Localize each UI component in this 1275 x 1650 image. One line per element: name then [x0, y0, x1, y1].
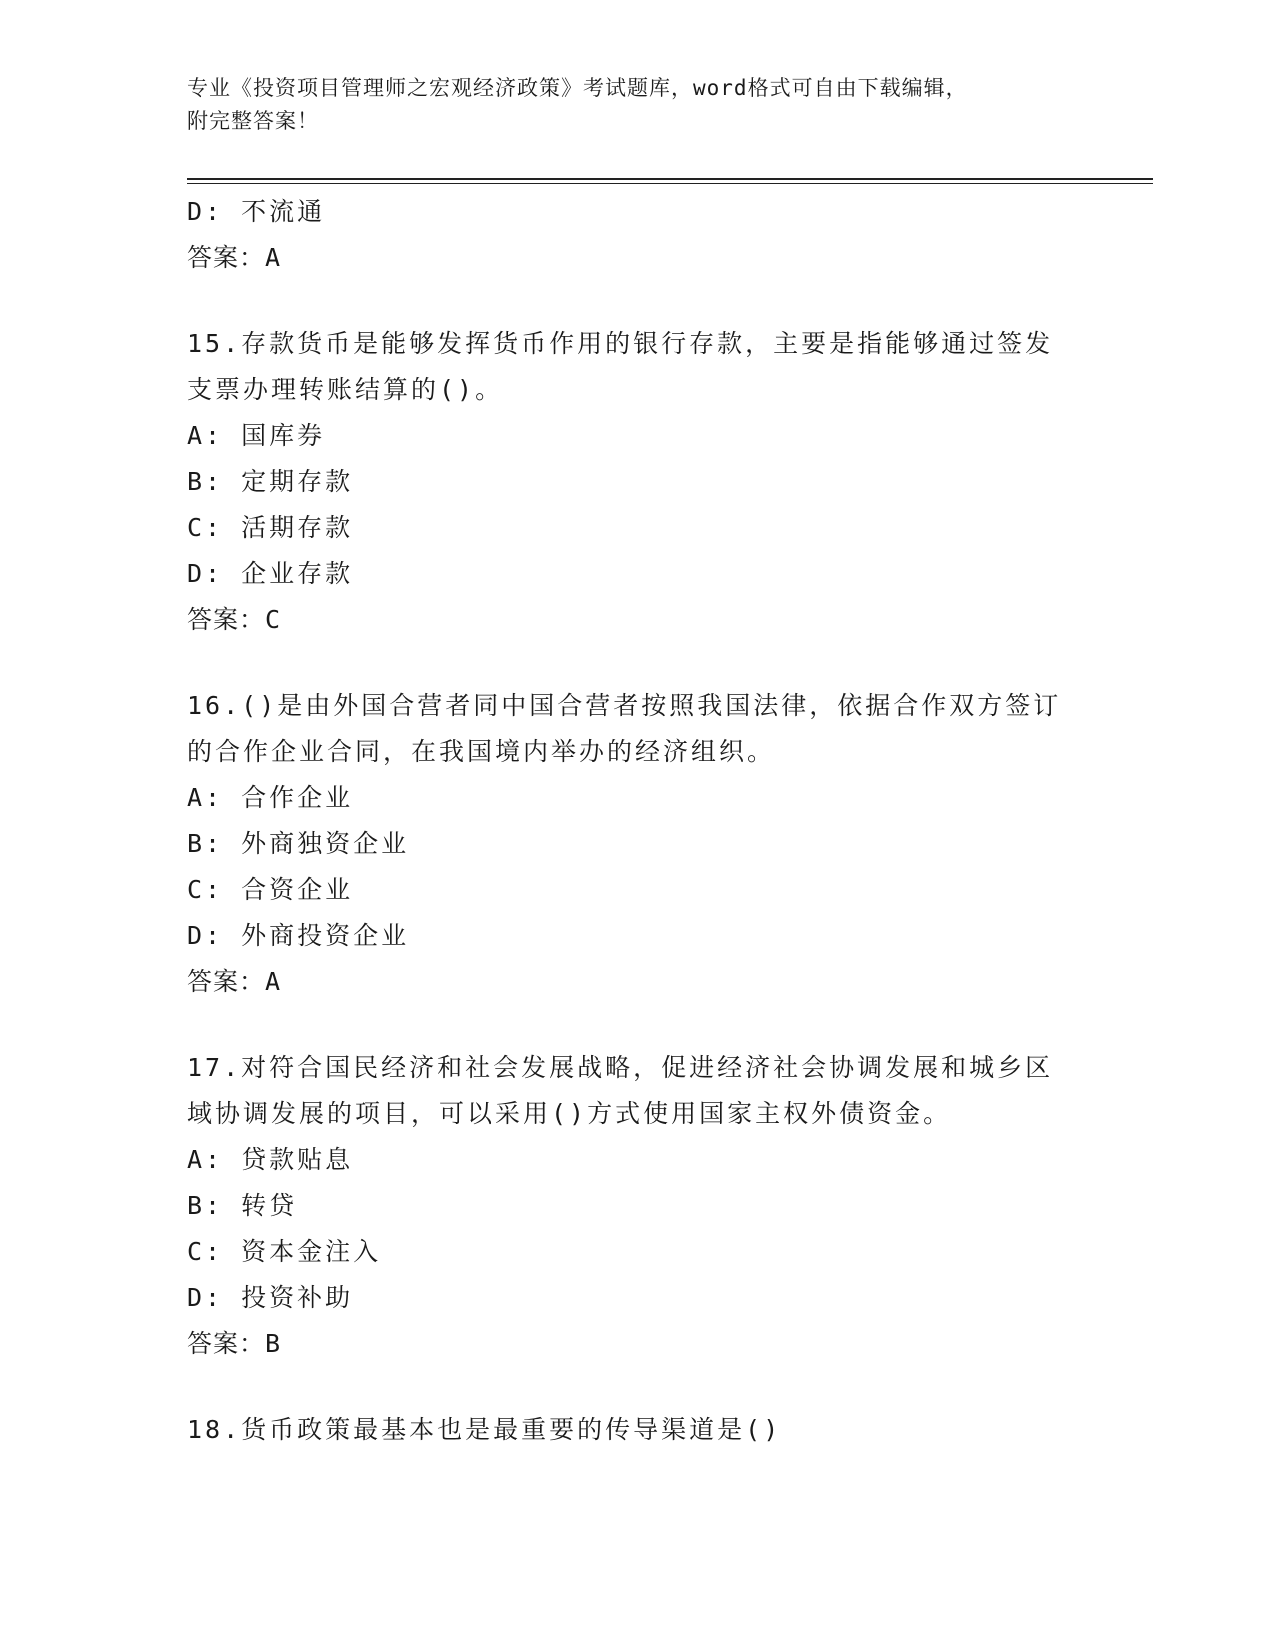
answer-line	[187, 959, 1087, 1005]
question-stem	[187, 1407, 1077, 1453]
question-stem-line-2: 域协调发展的项目，可以采用()方式使用国家主权外债资金。	[187, 1099, 952, 1128]
question-stem	[187, 1045, 1077, 1137]
previous-question-tail	[187, 189, 1087, 281]
option-c: C: 资本金注入	[187, 1237, 382, 1266]
question-stem-line-2: 的合作企业合同，在我国境内举办的经济组织。	[187, 737, 776, 766]
answer-label: 答案：	[187, 967, 266, 996]
option-b: B: 转贷	[187, 1191, 298, 1220]
answer-line	[187, 235, 1087, 281]
option-c: C: 活期存款	[187, 513, 354, 542]
answer-value: A	[265, 243, 282, 272]
question-stem-line-2: 支票办理转账结算的()。	[187, 375, 504, 404]
option-d: D: 企业存款	[187, 559, 354, 588]
question-18	[187, 1407, 1087, 1453]
question-stem	[187, 321, 1077, 413]
document-body	[187, 189, 1087, 1453]
answer-value: C	[265, 605, 282, 634]
question-stem-line-1: 16.()是由外国合营者同中国合营者按照我国法律，依据合作双方签订	[187, 691, 1062, 720]
question-stem-line-1: 18.货币政策最基本也是最重要的传导渠道是()	[187, 1415, 782, 1444]
option-a: A: 合作企业	[187, 783, 354, 812]
header-divider-thin	[187, 183, 1153, 184]
question-16	[187, 683, 1087, 1005]
answer-label: 答案：	[187, 605, 266, 634]
option-a: A: 贷款贴息	[187, 1145, 354, 1174]
answer-line	[187, 1321, 1087, 1367]
answer-value: A	[265, 967, 282, 996]
option-b: B: 外商独资企业	[187, 829, 410, 858]
header-line-2: 附完整答案！	[187, 109, 319, 133]
header-line-1: 专业《投资项目管理师之宏观经济政策》考试题库，word格式可自由下载编辑，	[187, 76, 968, 100]
question-stem-line-1: 15.存款货币是能够发挥货币作用的银行存款，主要是指能够通过签发	[187, 329, 1054, 358]
option-d: D: 外商投资企业	[187, 921, 410, 950]
answer-value: B	[265, 1329, 282, 1358]
answer-label: 答案：	[187, 243, 266, 272]
question-17	[187, 1045, 1087, 1367]
header-divider-thick	[187, 178, 1153, 180]
document-header	[187, 72, 1087, 138]
option-c: C: 合资企业	[187, 875, 354, 904]
answer-label: 答案：	[187, 1329, 266, 1358]
option-b: B: 定期存款	[187, 467, 354, 496]
question-stem	[187, 683, 1077, 775]
option-a: A: 国库券	[187, 421, 326, 450]
option-d: D: 不流通	[187, 197, 326, 226]
question-stem-line-1: 17.对符合国民经济和社会发展战略，促进经济社会协调发展和城乡区	[187, 1053, 1054, 1082]
answer-line	[187, 597, 1087, 643]
question-15	[187, 321, 1087, 643]
option-d: D: 投资补助	[187, 1283, 354, 1312]
